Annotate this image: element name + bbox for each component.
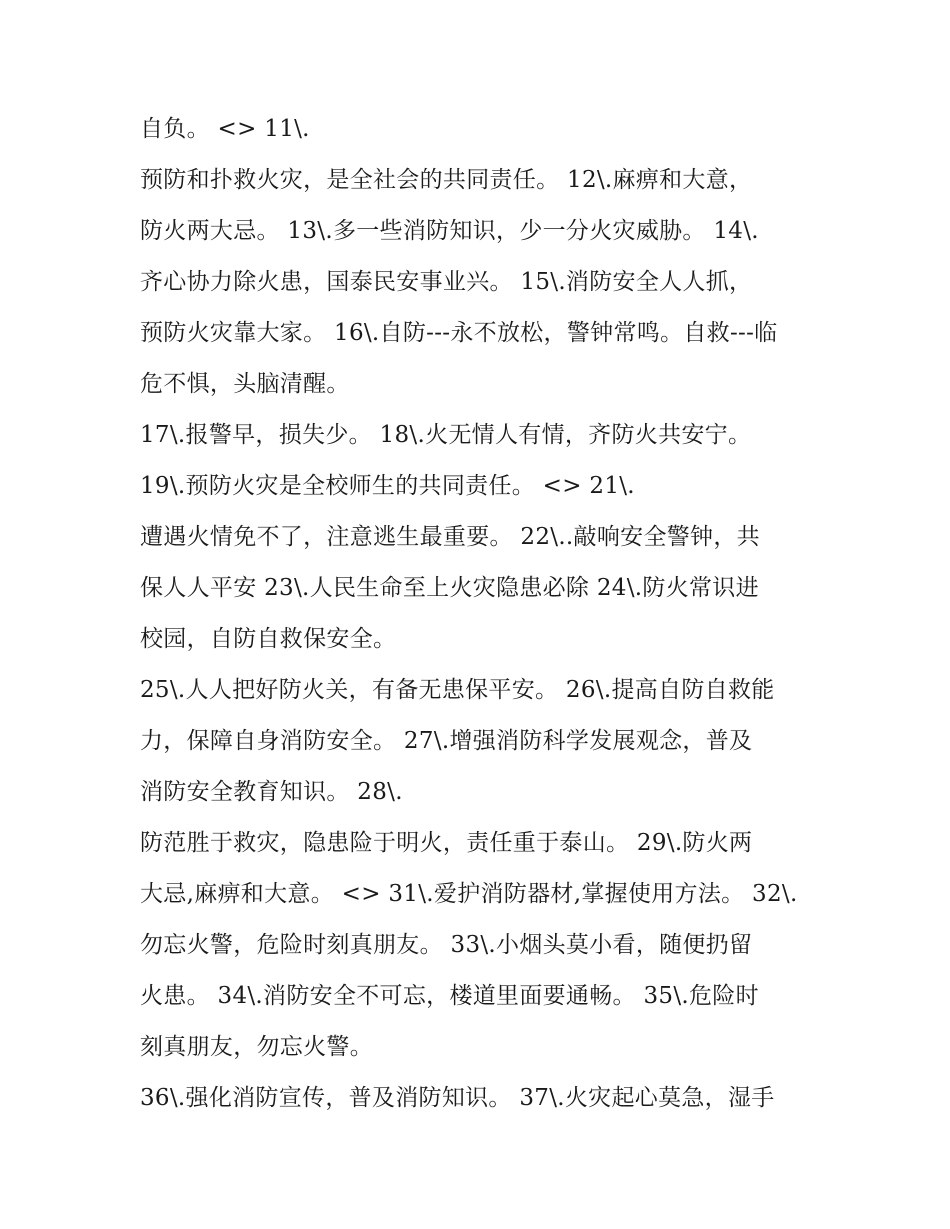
text-line: 19\.预防火灾是全校师生的共同责任。 <> 21\. [140,473,635,499]
text-line: 36\.强化消防宣传，普及消防知识。 37\.火灾起心莫急，湿手 [140,1085,775,1111]
text-line: 力，保障自身消防安全。 27\.增强消防科学发展观念，普及 [140,728,753,754]
text-line: 预防火灾靠大家。 16\.自防---永不放松，警钟常鸣。自救---临 [140,320,778,346]
text-line: 17\.报警早，损失少。 18\.火无情人有情，齐防火共安宁。 [140,422,752,448]
document-body [140,104,840,1124]
text-line: 危不惧，头脑清醒。 [140,371,350,397]
text-line: 预防和扑救火灾，是全社会的共同责任。 12\.麻痹和大意， [140,167,753,193]
text-line: 刻真朋友，勿忘火警。 [140,1034,373,1060]
text-line: 齐心协力除火患，国泰民安事业兴。 15\.消防安全人人抓， [140,269,753,295]
text-line: 遭遇火情免不了，注意逃生最重要。 22\..敲响安全警钟，共 [140,524,760,550]
text-line: 防范胜于救灾，隐患险于明火，责任重于泰山。 29\.防火两 [140,830,753,856]
text-line: 勿忘火警，危险时刻真朋友。 33\.小烟头莫小看，随便扔留 [140,932,753,958]
text-line: 消防安全教育知识。 28\. [140,779,403,805]
text-line: 校园，自防自救保安全。 [140,626,397,652]
text-line: 保人人平安 23\.人民生命至上火灾隐患必除 24\.防火常识进 [140,575,759,601]
text-line: 自负。 <> 11\. [140,116,310,142]
text-line: 防火两大忌。 13\.多一些消防知识，少一分火灾威胁。 14\. [140,218,759,244]
text-line: 火患。 34\.消防安全不可忘，楼道里面要通畅。 35\.危险时 [140,983,759,1009]
text-line: 大忌,麻痹和大意。 <> 31\.爱护消防器材,掌握使用方法。 32\. [140,881,798,907]
text-line: 25\.人人把好防火关，有备无患保平安。 26\.提高自防自救能 [140,677,775,703]
